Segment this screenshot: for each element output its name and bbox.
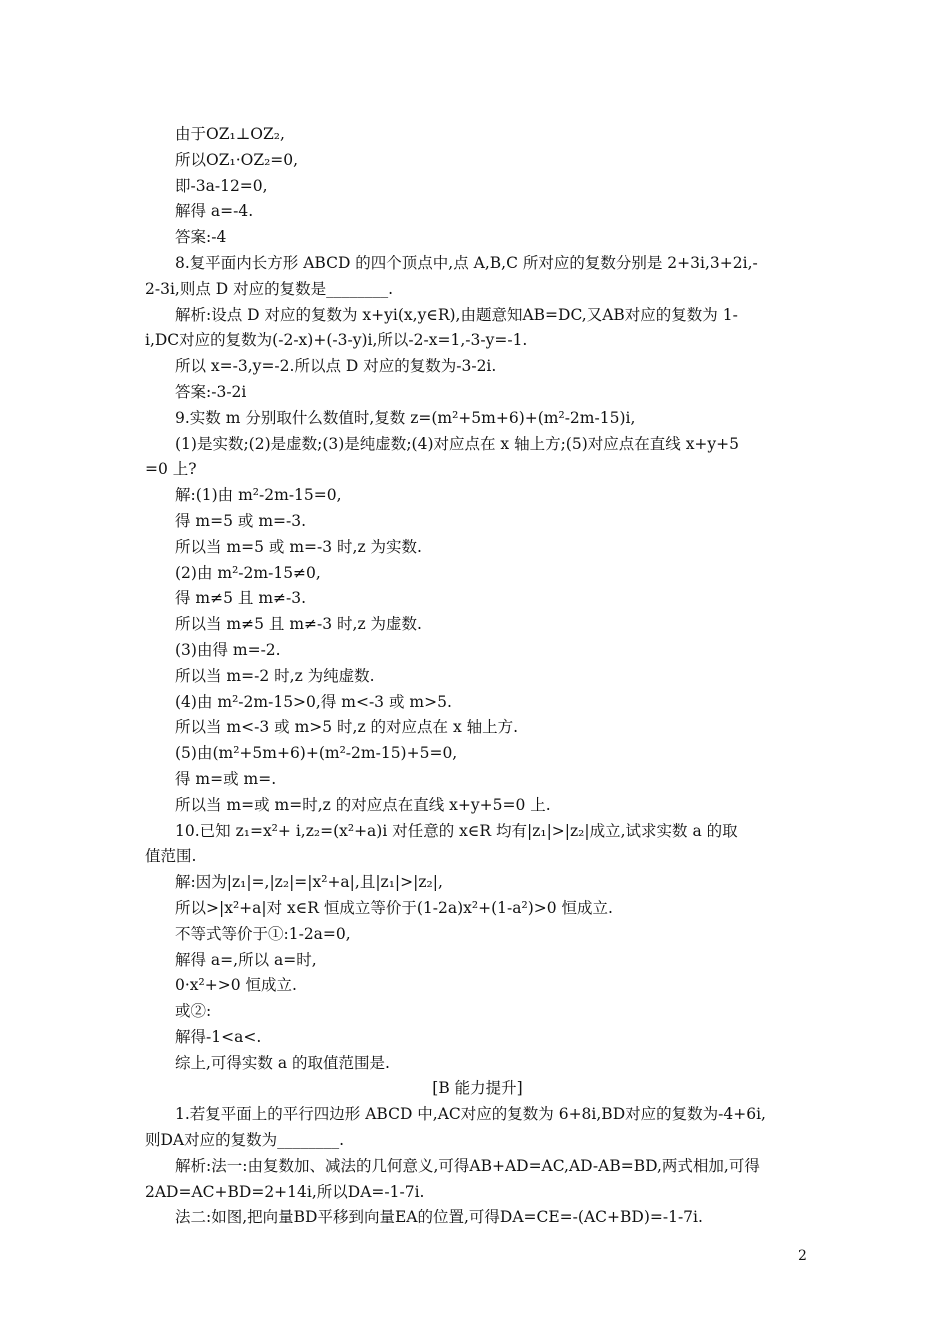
text-line: 答案:-3-2i <box>175 382 247 401</box>
text-line: 法二:如图,把向量BD平移到向量EA的位置,可得DA=CE=-(AC+BD)=-1-7i. <box>175 1208 703 1227</box>
text-line: i,DC对应的复数为(-2-x)+(-3-y)i,所以-2-x=1,-3-y=-1. <box>145 331 528 350</box>
text-line: 得 m≠5 且 m≠-3. <box>175 589 307 608</box>
text-line: 不等式等价于①:1-2a=0, <box>175 924 351 943</box>
text-line: 答案:-4 <box>175 228 227 247</box>
text-line: (4)由 m²-2m-15>0,得 m<-3 或 m>5. <box>175 692 452 711</box>
text-line: 则DA对应的复数为________. <box>145 1131 345 1150</box>
page-number: 2 <box>798 1248 807 1264</box>
text-line: 所以当 m≠5 且 m≠-3 时,z 为虚数. <box>175 615 422 634</box>
text-line: 即-3a-12=0, <box>175 176 268 195</box>
text-line: 解得 a=,所以 a=时, <box>175 950 317 969</box>
text-line: 解:因为|z₁|=,|z₂|=|x²+a|,且|z₁|>|z₂|, <box>175 873 443 892</box>
text-line: (5)由(m²+5m+6)+(m²-2m-15)+5=0, <box>175 744 458 763</box>
text-line: 解析:法一:由复数加、减法的几何意义,可得AB+AD=AC,AD-AB=BD,两式相加,可得 <box>175 1156 760 1175</box>
text-line: 0·x²+>0 恒成立. <box>175 976 297 995</box>
text-line: 所以当 m=-2 时,z 为纯虚数. <box>175 666 375 685</box>
text-line: 2AD=AC+BD=2+14i,所以DA=-1-7i. <box>145 1182 425 1201</box>
text-line: (1)是实数;(2)是虚数;(3)是纯虚数;(4)对应点在 x 轴上方;(5)对应点在直线 x+y+5 <box>175 434 740 453</box>
text-line: 解:(1)由 m²-2m-15=0, <box>175 486 342 505</box>
text-line: 9.实数 m 分别取什么数值时,复数 z=(m²+5m+6)+(m²-2m-15)i, <box>175 408 636 427</box>
text-line: 得 m=5 或 m=-3. <box>175 511 307 530</box>
text-line: 解得-1<a<. <box>175 1027 262 1046</box>
text-line: (2)由 m²-2m-15≠0, <box>175 563 321 582</box>
text-line: 所以当 m=5 或 m=-3 时,z 为实数. <box>175 537 422 556</box>
text-line: 2-3i,则点 D 对应的复数是________. <box>145 279 394 298</box>
text-line: 综上,可得实数 a 的取值范围是. <box>175 1053 390 1072</box>
text-line: 8.复平面内长方形 ABCD 的四个顶点中,点 A,B,C 所对应的复数分别是 2+3i,3+2i,- <box>175 253 758 272</box>
text-line: =0 上? <box>145 460 197 479</box>
text-line: 由于OZ₁⊥OZ₂, <box>175 125 285 143</box>
text-line: 所以OZ₁·OZ₂=0, <box>175 150 299 169</box>
text-line: 所以>|x²+a|对 x∈R 恒成立等价于(1-2a)x²+(1-a²)>0 恒成立. <box>175 898 613 917</box>
text-line: 解得 a=-4. <box>175 202 254 221</box>
section-heading: [B 能力提升] <box>432 1079 523 1098</box>
text-line: 解析:设点 D 对应的复数为 x+yi(x,y∈R),由题意知AB=DC,又AB对应的复数为 1- <box>175 305 738 324</box>
text-line: 所以 x=-3,y=-2.所以点 D 对应的复数为-3-2i. <box>175 357 497 376</box>
text-line: 或②: <box>175 1002 212 1021</box>
text-line: 得 m=或 m=. <box>175 769 277 788</box>
document-body <box>145 122 810 1231</box>
text-line: (3)由得 m=-2. <box>175 640 281 659</box>
text-line: 值范围. <box>145 847 197 866</box>
text-line: 所以当 m=或 m=时,z 的对应点在直线 x+y+5=0 上. <box>175 795 551 814</box>
text-line: 10.已知 z₁=x²+ i,z₂=(x²+a)i 对任意的 x∈R 均有|z₁|>|z₂|成立,试求实数 a 的取 <box>175 821 738 840</box>
text-line: 1.若复平面上的平行四边形 ABCD 中,AC对应的复数为 6+8i,BD对应的复数为-4+6i, <box>175 1105 766 1124</box>
text-line: 所以当 m<-3 或 m>5 时,z 的对应点在 x 轴上方. <box>175 718 519 737</box>
